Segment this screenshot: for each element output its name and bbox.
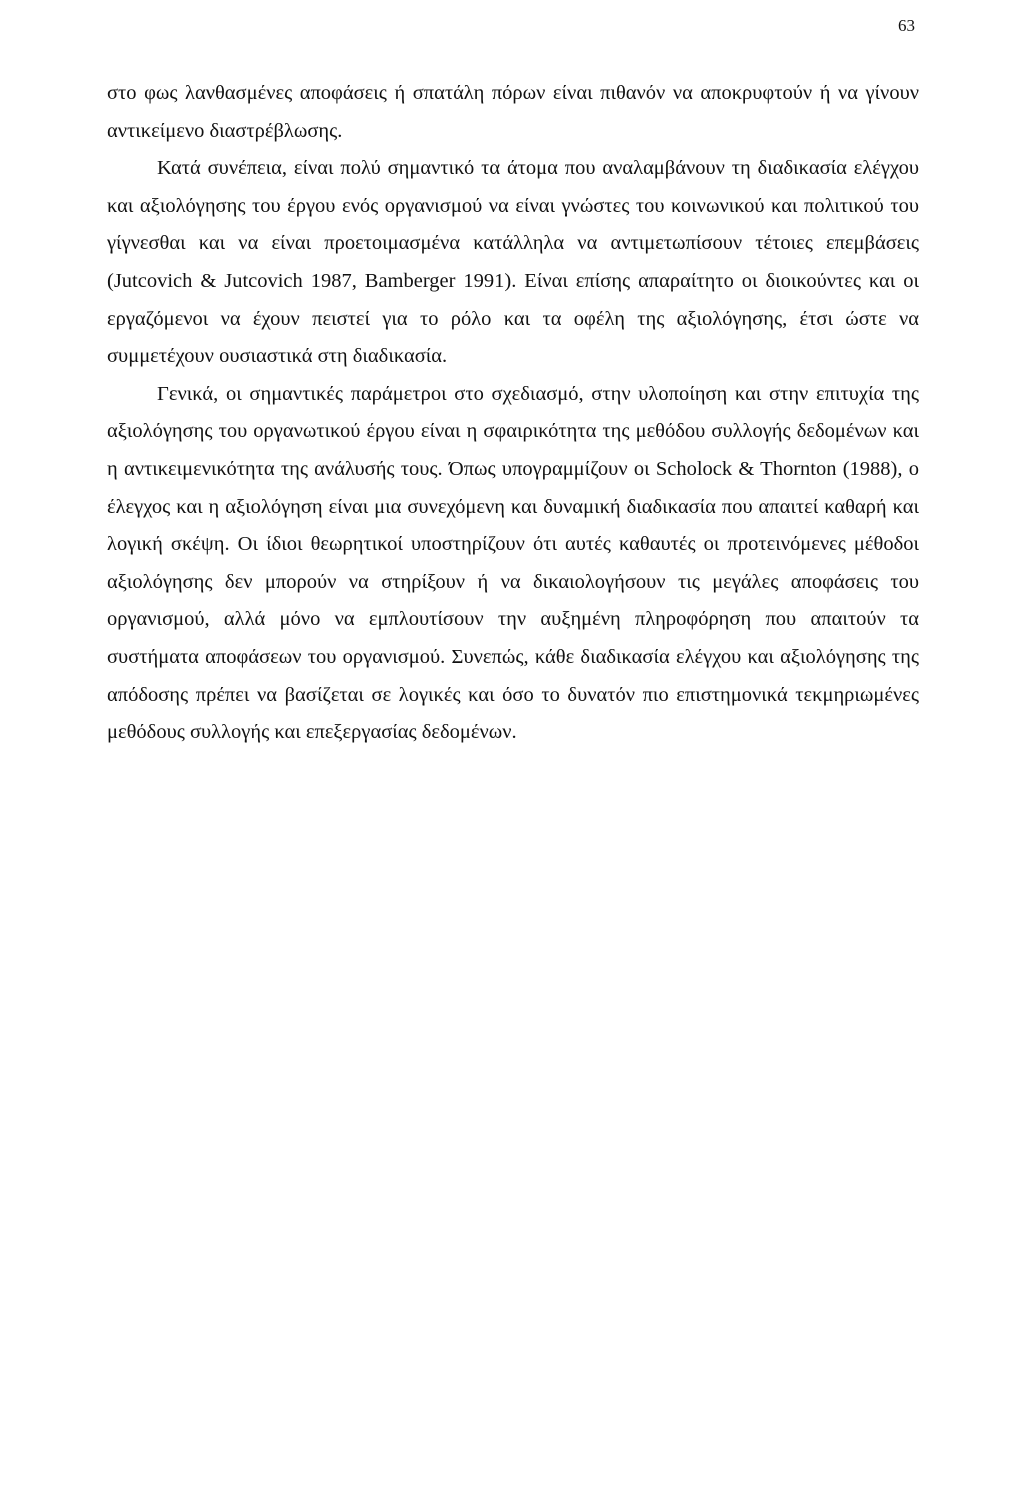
paragraph-evaluation-parameters: Γενικά, οι σημαντικές παράμετροι στο σχεδιασμό, στην υλοποίηση και στην επιτυχία της αξιολόγησης του οργανωτικού έργου είναι η σφαιρικότητα της μεθόδου συλλογής δεδομένων και η αντικειμενικότητα της ανάλυσής τους. Όπως υπογραμμίζουν οι Scholock & Thornton (1988), ο έλεγχος και η αξιολόγηση είναι μια συνεχόμενη και δυναμική διαδικασία που απαιτεί καθαρή και λογική σκέψη. Οι ίδιοι θεωρητικοί υποστηρίζουν ότι αυτές καθαυτές οι προτεινόμενες μέθοδοι αξιολόγησης δεν μπορούν να στηρίξουν ή να δικαιολογήσουν τις μεγάλες αποφάσεις του οργανισμού, αλλά μόνο να εμπλουτίσουν την αυξημένη πληροφόρηση που απαιτούν τα συστήματα αποφάσεων του οργανισμού. Συνεπώς, κάθε διαδικασία ελέγχου και αξιολόγησης της απόδοσης πρέπει να βασίζεται σε λογικές και όσο το δυνατόν πιο επιστημονικά τεκμηριωμένες μεθόδους συλλογής και επεξεργασίας δεδομένων. — [107, 382, 919, 744]
paragraph-continuation: στο φως λανθασμένες αποφάσεις ή σπατάλη πόρων είναι πιθανόν να αποκρυφτούν ή να γίνουν αντικείμενο διαστρέβλωσης. — [107, 82, 919, 142]
page-number: 63 — [898, 16, 915, 35]
document-body — [107, 75, 919, 752]
paragraph-evaluation-context: Κατά συνέπεια, είναι πολύ σημαντικό τα άτομα που αναλαμβάνουν τη διαδικασία ελέγχου και αξιολόγησης του έργου ενός οργανισμού να είναι γνώστες του κοινωνικού και πολιτικού του γίγνεσθαι και να είναι προετοιμασμένα κατάλληλα να αντιμετωπίσουν τέτοιες επεμβάσεις (Jutcovich & Jutcovich 1987, Bamberger 1991). Είναι επίσης απαραίτητο οι διοικούντες και οι εργαζόμενοι να έχουν πειστεί για το ρόλο και τα οφέλη της αξιολόγησης, έτσι ώστε να συμμετέχουν ουσιαστικά στη διαδικασία. — [107, 157, 919, 368]
